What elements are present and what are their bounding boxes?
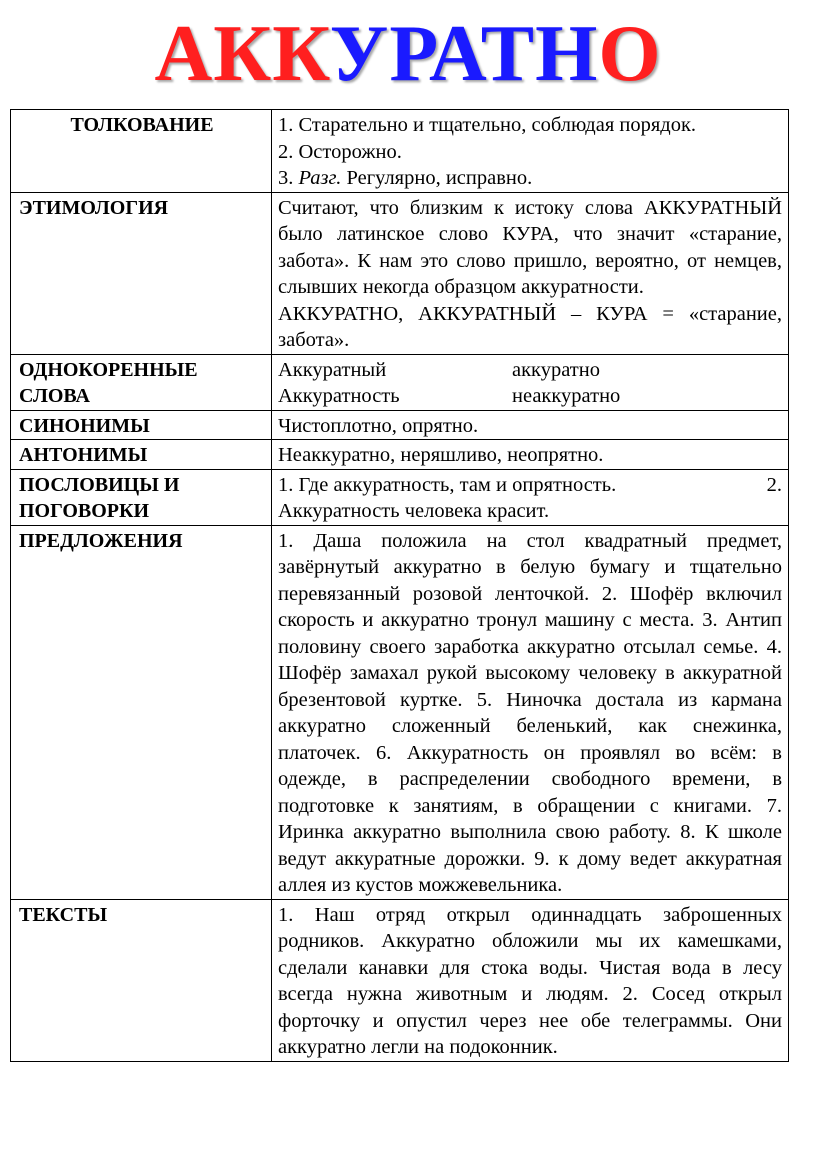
proverb-1: 1. Где аккуратность, там и опрятность. <box>278 473 617 496</box>
cognate-word: Аккуратность <box>278 385 400 407</box>
cognates-line-1 <box>278 357 782 384</box>
proverb-line-1 <box>278 472 782 499</box>
page-title <box>0 6 816 102</box>
cognate-word: неаккуратно <box>512 385 621 407</box>
meaning-3-text: Регулярно, исправно. <box>346 167 533 189</box>
title-blue-part: УРАТН <box>329 10 599 98</box>
label-sinonimy: СИНОНИМЫ <box>11 410 272 440</box>
title-red-end: О <box>598 10 662 98</box>
proverb-2: Аккуратность человека красит. <box>278 500 550 522</box>
meaning-2: 2. Осторожно. <box>278 140 402 163</box>
row-sinonimy <box>11 410 789 440</box>
row-tolkovanie <box>11 110 789 193</box>
content-poslovitsy <box>272 469 789 525</box>
content-tolkovanie <box>272 110 789 193</box>
etymology-paragraph-2: АККУРАТНО, АККУРАТНЫЙ – КУРА = «старание, забота». <box>278 302 782 351</box>
content-predlozheniya: 1. Даша положила на стол квадратный предмет, завёрнутый аккуратно в белую бумагу и тщательно перевязанный розовой ленточкой. 2. Шофёр включил скорость и аккуратно тронул машину с места. 3. Антип половину своего заработка аккуратно отсылал семье. 4. Шофёр замахал рукой высокому человеку в аккуратной брезентовой куртке. 5. Ниночка достала из кармана аккуратно сложенный беленький, как снежинка, платочек. 6. Аккуратность он проявлял во всём: в одежде, в распределении свободного времени, в подготовке к занятиям, в обращении с книгами. 7. Иринка аккуратно выполнила свою работу. 8. К школе ведут аккуратные дорожки. 9. к дому ведет аккуратная аллея из кустов можжевельника. <box>272 525 789 899</box>
row-predlozheniya <box>11 525 789 899</box>
row-etimologiya <box>11 192 789 354</box>
row-antonimy <box>11 440 789 470</box>
label-poslovitsy: ПОСЛОВИЦЫ И ПОГОВОРКИ <box>11 469 272 525</box>
label-predlozheniya: ПРЕДЛОЖЕНИЯ <box>11 525 272 899</box>
content-teksty: 1. Наш отряд открыл одиннадцать заброшенных родников. Аккуратно обложили мы их камешками, сделали канавки для стока воды. Чистая вода в лесу всегда нужна животным и людям. 2. Сосед открыл форточку и опустил через нее обе телеграммы. Они аккуратно легли на подоконник. <box>272 899 789 1061</box>
title-red-part: АКК <box>154 10 330 98</box>
meaning-3-mark: Разг. <box>298 167 342 189</box>
cognate-word: Аккуратный <box>278 358 387 381</box>
content-sinonimy: Чистоплотно, опрятно. <box>272 410 789 440</box>
row-teksty <box>11 899 789 1061</box>
cognates-line-2 <box>278 383 782 410</box>
label-odnokorennye: ОДНОКОРЕННЫЕ СЛОВА <box>11 354 272 410</box>
meaning-3-num: 3. <box>278 167 294 189</box>
row-odnokorennye <box>11 354 789 410</box>
content-odnokorennye <box>272 354 789 410</box>
label-teksty: ТЕКСТЫ <box>11 899 272 1061</box>
label-antonimy: АНТОНИМЫ <box>11 440 272 470</box>
label-etimologiya: ЭТИМОЛОГИЯ <box>11 192 272 354</box>
etymology-paragraph-1: Считают, что близким к истоку слова АККУРАТНЫЙ было латинское слово КУРА, что значит «старание, забота». К нам это слово пришло, вероятно, от немцев, слывших некогда образцом аккуратности. <box>278 196 782 298</box>
proverb-2-number: 2. <box>766 473 782 496</box>
meaning-1: 1. Старательно и тщательно, соблюдая порядок. <box>278 114 697 136</box>
content-antonimy: Неаккуратно, неряшливо, неопрятно. <box>272 440 789 470</box>
meaning-3 <box>278 165 782 192</box>
label-tolkovanie: ТОЛКОВАНИЕ <box>11 110 272 193</box>
word-card-table <box>10 109 789 1062</box>
cognate-word: аккуратно <box>512 358 600 381</box>
content-etimologiya <box>272 192 789 354</box>
row-poslovitsy <box>11 469 789 525</box>
